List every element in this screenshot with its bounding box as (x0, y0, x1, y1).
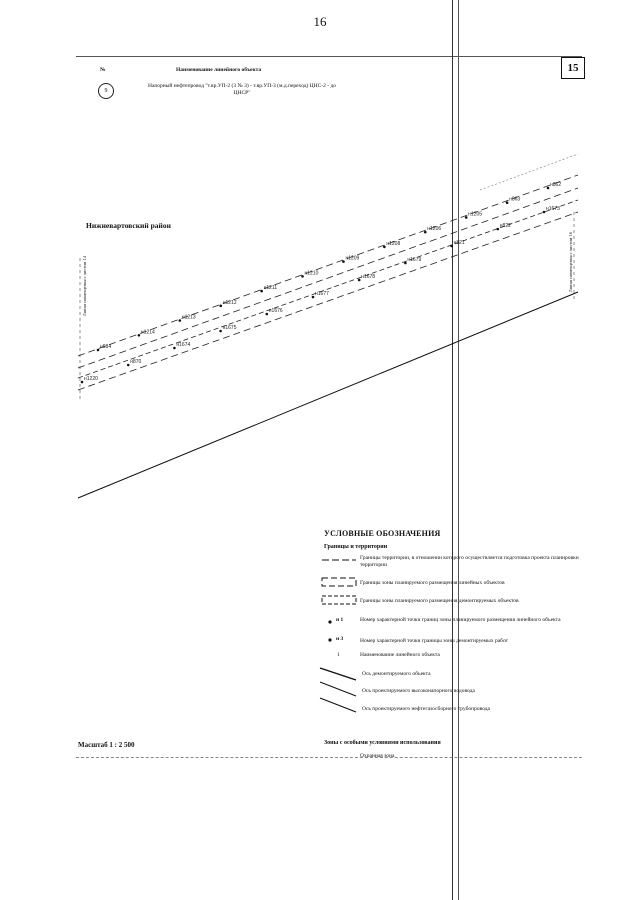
lower-point-marker (450, 245, 453, 248)
upper-point-marker (97, 349, 100, 352)
legend-symbol-corridor (322, 578, 356, 586)
upper-point-marker (179, 319, 182, 322)
lower-point-label: н821 (453, 240, 465, 246)
legend-item-corridor: Границы зоны планируемого размещения линейных объектов (360, 580, 505, 586)
lower-point-label: н1677 (315, 291, 329, 297)
upper-point-marker (138, 334, 141, 337)
demolition-axis-line (480, 154, 578, 190)
lower-point-marker (173, 347, 176, 350)
header-col-number: № (100, 67, 106, 73)
legend-section-boundaries: Границы и территории (324, 544, 388, 550)
lower-point-marker (543, 211, 546, 214)
legend-mark-point-1: н 1 (336, 617, 344, 623)
upper-point-label: н1211 (263, 285, 278, 292)
sheet-number: 15 (561, 57, 585, 79)
legend-mark-object-number: 1 (337, 652, 340, 658)
object-name: Напорный нефтепровод "т.вр.УП-2 (3 № 3) - т.вр.УП-3 (м.д.переход) ЦНС-2 - до ЦНСР" (148, 83, 336, 96)
lower-point-label: н822 (499, 223, 511, 229)
upper-point-label: н984 (100, 344, 112, 350)
lower-point-label: н1675 (222, 325, 237, 331)
lower-point-marker (358, 279, 361, 282)
legend-section-zones: Зоны с особыми условиями использования (324, 740, 441, 746)
territory-boundary-line (78, 292, 578, 498)
legend-mark-point-3: н 3 (336, 636, 344, 642)
legend-item-water-axis: Ось проектируемого высоконапорного водовода (362, 688, 475, 694)
lower-point-label: н1674 (176, 342, 191, 348)
lower-point-marker (312, 296, 315, 299)
legend-symbol-oil-axis (320, 698, 356, 712)
sheet-bottom-border (76, 757, 582, 758)
upper-point-marker (424, 231, 427, 234)
upper-point-marker (219, 305, 222, 308)
legend-item-oil-axis: Ось проектируемого нефтегазосборного трубопровода (362, 706, 491, 712)
corridor-boundary-2 (78, 188, 578, 368)
upper-point-marker (301, 275, 304, 278)
upper-point-label: н1210 (304, 270, 319, 277)
page-number: 16 (313, 14, 327, 29)
upper-point-marker (465, 216, 468, 219)
lower-point-marker (127, 364, 130, 367)
lower-point-label: н1679 (407, 257, 422, 263)
upper-point-marker (506, 201, 509, 204)
lower-point-marker (219, 330, 222, 333)
legend-item-object-number: Наименование линейного объекта (360, 652, 440, 658)
legend-item-protection-zone: Охранная зона (360, 753, 395, 759)
upper-point-label: н863 (509, 196, 521, 203)
legend-symbol-demolition-zone (322, 596, 356, 604)
upper-point-label: н1214 (140, 329, 155, 336)
legend-item-demolition-axis: Ось демонтируемого объекта (362, 671, 431, 677)
legend-symbol-water-axis (320, 682, 356, 696)
upper-point-label: н1205 (468, 211, 483, 218)
upper-point-marker (547, 187, 550, 190)
left-match-line-label: Линия совмещения с листом 14 (82, 256, 87, 317)
scale-label: Масштаб 1 : 2 500 (78, 741, 135, 749)
lower-point-label: н1678 (361, 274, 376, 280)
lower-point-marker (497, 228, 500, 231)
lower-point-marker (266, 313, 269, 316)
region-label: Нижневартовский район (86, 221, 171, 230)
upper-point-label: н1208 (386, 240, 401, 247)
lower-point-label: н870 (130, 359, 142, 365)
legend-symbol-point-3 (328, 638, 331, 641)
header-col-name: Наименование линейного объекта (176, 67, 262, 73)
legend-item-point-1: Номер характерной точки границ зоны планируемого размещения линейного объекта (360, 617, 561, 623)
lower-point-label: н1676 (268, 308, 283, 314)
lower-point-label: н1673 (546, 206, 560, 212)
legend-item-territory: Границы территории, в отношении которого осуществляется подготовка проекта планировки территории (360, 555, 579, 568)
legend-symbol-demolition-axis (320, 668, 356, 680)
upper-point-label: н1209 (345, 255, 360, 262)
upper-point-marker (260, 290, 263, 293)
upper-point-marker (383, 246, 386, 249)
upper-point-label: н862 (550, 182, 562, 188)
legend-symbol-point-1 (328, 620, 331, 623)
upper-point-marker (342, 260, 345, 263)
upper-point-label: н1206 (427, 226, 442, 233)
object-number-badge: 9 (98, 83, 114, 99)
upper-point-label: н1213 (181, 314, 196, 321)
upper-point-label: н1212 (222, 299, 237, 306)
lower-point-marker (81, 381, 84, 384)
legend-item-demolition-zone: Границы зоны планируемого размещения демонтируемых объектов (360, 598, 519, 604)
legend-item-point-3: Номер характерной точки границы зоны демонтируемых работ (360, 638, 509, 644)
corridor-boundary-lower (78, 212, 578, 390)
right-match-line-label: Линия совмещения с листом 16 (568, 232, 573, 293)
lower-point-label: н1220 (84, 376, 98, 382)
lower-point-marker (404, 262, 407, 265)
legend-title: УСЛОВНЫЕ ОБОЗНАЧЕНИЯ (324, 529, 441, 538)
